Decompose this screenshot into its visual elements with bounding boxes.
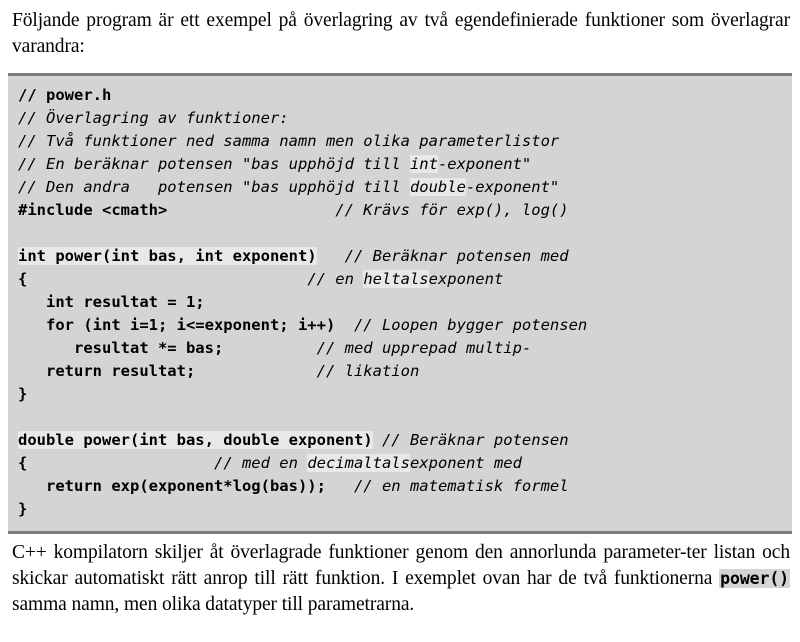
code-comment-highlight: int (409, 155, 438, 174)
code-block (8, 73, 792, 534)
code-line (18, 429, 782, 452)
code-line (18, 291, 782, 314)
code-comment: exponent med (409, 454, 522, 473)
code-keyword: return exp(exponent*log(bas)); (18, 477, 326, 496)
code-comment: // en matematisk formel (353, 477, 569, 496)
code-keyword: int resultat = 1; (18, 293, 205, 312)
code-line (18, 268, 782, 291)
code-line (18, 222, 782, 245)
code-comment: // Loopen bygger potensen (353, 316, 588, 335)
code-comment: // med en (213, 454, 308, 473)
code-line (18, 406, 782, 429)
code-comment-highlight: double (409, 178, 466, 197)
code-text (317, 247, 345, 265)
code-line (18, 498, 782, 521)
code-comment: // med upprepad multip- (316, 339, 532, 358)
inline-code-power: power() (720, 569, 789, 589)
code-text (27, 454, 214, 472)
code-text (167, 201, 335, 219)
code-keyword: { (18, 454, 28, 473)
code-keyword: { (18, 270, 28, 289)
code-line (18, 475, 782, 498)
code-keyword: // power.h (18, 86, 112, 105)
code-keyword: for (int i=1; i<=exponent; i++) (18, 316, 336, 335)
code-line (18, 107, 782, 130)
code-line (18, 314, 782, 337)
code-signature: int power(int bas, int exponent) (18, 247, 317, 266)
code-line (18, 130, 782, 153)
outro-text-part2: samma namn, men olika datatyper till parametrarna. (12, 593, 415, 615)
code-line (18, 84, 782, 107)
code-comment: -exponent" (437, 155, 532, 174)
code-line (18, 383, 782, 406)
code-comment: // Överlagring av funktioner: (18, 109, 289, 128)
code-keyword: #include <cmath> (18, 201, 168, 220)
outro-text-part1: C++ kompilatorn skiljer åt överlagrade funktioner genom den annorlunda parameter-ter listan och skickar automatiskt rätt anrop till rätt funktion. I exemplet ovan har de två funktionerna (12, 542, 790, 590)
code-keyword: } (18, 385, 28, 404)
code-keyword: } (18, 500, 28, 519)
code-keyword: resultat *= bas; (18, 339, 224, 358)
code-line (18, 452, 782, 475)
code-comment: // likation (316, 362, 420, 381)
code-line (18, 153, 782, 176)
code-comment: exponent (428, 270, 504, 289)
code-comment: // Krävs för exp(), log() (335, 201, 569, 220)
code-text (373, 431, 382, 449)
code-text (27, 270, 307, 288)
code-signature: double power(int bas, double exponent) (18, 431, 373, 450)
code-line (18, 245, 782, 268)
outro-paragraph (8, 534, 792, 617)
code-text (326, 477, 354, 495)
code-comment-highlight: decimaltals (307, 454, 410, 473)
intro-paragraph: Följande program är ett exempel på överlagring av två egendefinierade funktioner som överlagrar varandra: (12, 10, 790, 57)
code-line (18, 337, 782, 360)
code-text (223, 339, 316, 357)
code-keyword: return resultat; (18, 362, 196, 381)
code-comment: // Två funktioner ned samma namn men olika parameterlistor (18, 132, 560, 151)
code-comment: -exponent" (465, 178, 560, 197)
code-text (195, 362, 316, 380)
code-comment: // Den andra potensen "bas upphöjd till (18, 178, 410, 197)
code-comment: // Beräknar potensen med (344, 247, 569, 266)
code-comment: // en (307, 270, 364, 289)
code-comment-highlight: heltals (363, 270, 429, 289)
code-line (18, 199, 782, 222)
code-comment: // En beräknar potensen "bas upphöjd till (18, 155, 410, 174)
code-text (335, 316, 354, 334)
code-line (18, 360, 782, 383)
code-comment: // Beräknar potensen (381, 431, 569, 450)
code-line (18, 176, 782, 199)
